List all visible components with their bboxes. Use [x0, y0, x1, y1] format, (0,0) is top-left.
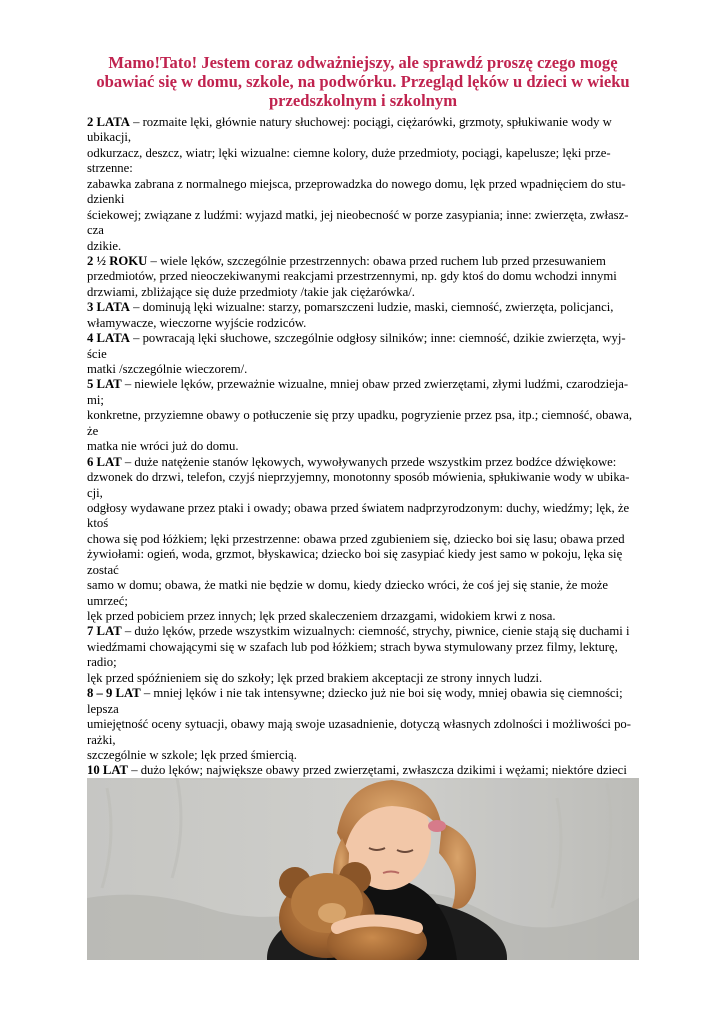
text-line	[87, 285, 639, 300]
fear-description: – dużo lęków, przede wszystkim wizualnych: ciemność, strychy, piwnice, cienie stają się duchami i	[121, 624, 630, 639]
text-line	[87, 130, 639, 145]
fear-description: ubikacji,	[87, 130, 132, 145]
text-line	[87, 192, 639, 207]
fear-description: umrzeć;	[87, 593, 128, 608]
fear-description: cji,	[87, 485, 103, 500]
text-line	[87, 486, 639, 501]
text-line	[87, 563, 639, 578]
fear-description: chowa się pod łóżkiem; lęki przestrzenne: obawa przed zgubieniem się, dziecko boi się lasu; obawa przed	[87, 531, 625, 546]
age-label: 6 LAT	[87, 454, 122, 469]
text-line	[87, 733, 639, 748]
age-label: 2 ½ ROKU	[87, 253, 148, 268]
text-line	[87, 331, 639, 346]
fear-description: – rozmaite lęki, głównie natury słuchowej: pociągi, ciężarówki, grzmoty, spłukiwanie wody w	[129, 115, 612, 129]
text-line	[87, 254, 639, 269]
text-line	[87, 640, 639, 655]
text-line	[87, 223, 639, 238]
text-line	[87, 671, 639, 686]
fear-description: zostać	[87, 562, 119, 577]
fear-description: – dużo lęków; największe obawy przed zwierzętami, zwłaszcza dzikimi i wężami; niektóre dzieci	[128, 763, 627, 778]
fear-description: dzwonek do drzwi, telefon, czyjś nieprzyjemny, monotonny sposób mówienia, spłukiwanie wody w ubika-	[87, 470, 630, 485]
photo-girl-with-teddy-bear	[87, 778, 639, 960]
fear-description: – dominują lęki wizualne: starzy, pomarszczeni ludzie, maski, ciemność, zwierzęta, policjanci,	[129, 300, 614, 315]
text-line	[87, 424, 639, 439]
age-label: 7 LAT	[87, 624, 122, 639]
fear-description: odgłosy wydawane przez ptaki i owady; obawa przed światem nadprzyrodzonym: duchy, wiedźmy; lęk, że	[87, 500, 630, 515]
text-line	[87, 115, 639, 130]
fear-description: lepsza	[87, 701, 119, 716]
fear-description: – duże natężenie stanów lękowych, wywoływanych przede wszystkim przez bodźce dźwiękowe:	[121, 454, 617, 469]
text-line	[87, 748, 639, 763]
age-label: 3 LATA	[87, 300, 130, 315]
text-line	[87, 516, 639, 531]
text-line	[87, 408, 639, 423]
fear-description: dzikie.	[87, 238, 122, 253]
text-line	[87, 624, 639, 639]
fear-description: włamywacze, wieczorne wyjście rodziców.	[87, 315, 307, 330]
fear-description: matka nie wróci już do domu.	[87, 439, 239, 454]
text-line	[87, 300, 639, 315]
age-label: 4 LATA	[87, 331, 130, 346]
age-label: 8 – 9 LAT	[87, 686, 141, 701]
text-line	[87, 717, 639, 732]
text-line	[87, 269, 639, 284]
text-line	[87, 316, 639, 331]
fear-description: że	[87, 423, 99, 438]
text-line	[87, 655, 639, 670]
fear-description: – wiele lęków, szczególnie przestrzennych: obawa przed ruchem lub przed przesuwaniem	[147, 253, 606, 268]
fear-description: – niewiele lęków, przeważnie wizualne, mniej obaw przed zwierzętami, złymi ludźmi, czarodzieja-	[121, 377, 629, 392]
text-line	[87, 208, 639, 223]
age-fears-list	[87, 115, 639, 810]
text-line	[87, 455, 639, 470]
text-line	[87, 702, 639, 717]
fear-description: – mniej lęków i nie tak intensywne; dziecko już nie boi się wody, mniej obawia się ciemności;	[140, 686, 623, 701]
text-line	[87, 470, 639, 485]
fear-description: mi;	[87, 392, 104, 407]
fear-description: odkurzacz, deszcz, wiatr; lęki wizualne: ciemne kolory, duże przedmioty, pociągi, kapelusze; lęki prze-	[87, 145, 611, 160]
age-label: 10 LAT	[87, 763, 129, 778]
fear-description: cza	[87, 223, 104, 238]
fear-description: wiedźmami chowającymi się w szafach lub pod łóżkiem; strach bywa stymulowany przez filmy, lekturę,	[87, 639, 618, 654]
text-line	[87, 393, 639, 408]
text-line	[87, 594, 639, 609]
fear-description: żywiołami: ogień, woda, grzmot, błyskawica; dziecko boi się zasypiać kiedy jest samo w pokoju, lęka się	[87, 547, 623, 562]
text-line	[87, 239, 639, 254]
text-line	[87, 501, 639, 516]
text-line	[87, 609, 639, 624]
fear-description: lęk przed spóźnieniem się do szkoły; lęk przed brakiem akceptacji ze strony innych ludzi.	[87, 670, 543, 685]
fear-description: ktoś	[87, 516, 109, 531]
text-line	[87, 362, 639, 377]
text-line	[87, 763, 639, 778]
fear-description: matki /szczególnie wieczorem/.	[87, 362, 248, 376]
fear-description: konkretne, przyziemne obawy o potłuczenie się przy upadku, pogryzienie przez psa, itp.; ciemność, obawa,	[87, 408, 633, 423]
fear-description: – powracają lęki słuchowe, szczególnie odgłosy silników; inne: ciemność, dzikie zwierzęta, wyj-	[129, 331, 626, 346]
text-line	[87, 686, 639, 701]
text-line	[87, 439, 639, 454]
document-title: Mamo!Tato! Jestem coraz odważniejszy, ale sprawdź proszę czego mogę obawiać się w domu, szkole, na podwórku. Przegląd lęków u dzieci w wieku przedszkolnym i szkolnym	[96, 53, 630, 110]
fear-description: zabawka zabrana z normalnego miejsca, przeprowadzka do nowego domu, lęk przed wpadnięciem do stu-	[87, 176, 626, 191]
fear-description: rażki,	[87, 732, 116, 747]
fear-description: lęk przed pobiciem przez innych; lęk przed skaleczeniem drzazgami, widokiem krwi z nosa.	[87, 609, 556, 623]
fear-description: ście	[87, 346, 107, 361]
age-label: 5 LAT	[87, 377, 122, 392]
fear-description: szczególnie w szkole; lęk przed śmiercią.	[87, 747, 297, 762]
fear-description: ściekowej; związane z ludźmi: wyjazd matki, jej nieobecność w porze zasypiania; inne: zwierzęta, zwłasz-	[87, 207, 629, 222]
fear-description: przedmiotów, przed nieoczekiwanymi reakcjami przestrzennymi, np. gdy ktoś do domu wchodzi innymi	[87, 269, 617, 284]
text-line	[87, 347, 639, 362]
text-line	[87, 578, 639, 593]
text-line	[87, 161, 639, 176]
fear-description: dzienki	[87, 192, 125, 207]
fear-description: strzenne:	[87, 161, 133, 176]
text-line	[87, 377, 639, 392]
fear-description: drzwiami, zbliżające się duże przedmioty /takie jak ciężarówka/.	[87, 284, 415, 299]
document-page	[87, 53, 639, 810]
text-line	[87, 547, 639, 562]
age-label: 2 LATA	[87, 115, 130, 129]
fear-description: samo w domu; obawa, że matki nie będzie w domu, kiedy dziecko wróci, że coś jej się stanie, że może	[87, 578, 609, 593]
text-line	[87, 532, 639, 547]
fear-description: radio;	[87, 655, 117, 670]
text-line	[87, 146, 639, 161]
fear-description: umiejętność oceny sytuacji, obawy mają swoje uzasadnienie, dotyczą własnych zdolności i możliwości po-	[87, 717, 631, 732]
text-line	[87, 177, 639, 192]
